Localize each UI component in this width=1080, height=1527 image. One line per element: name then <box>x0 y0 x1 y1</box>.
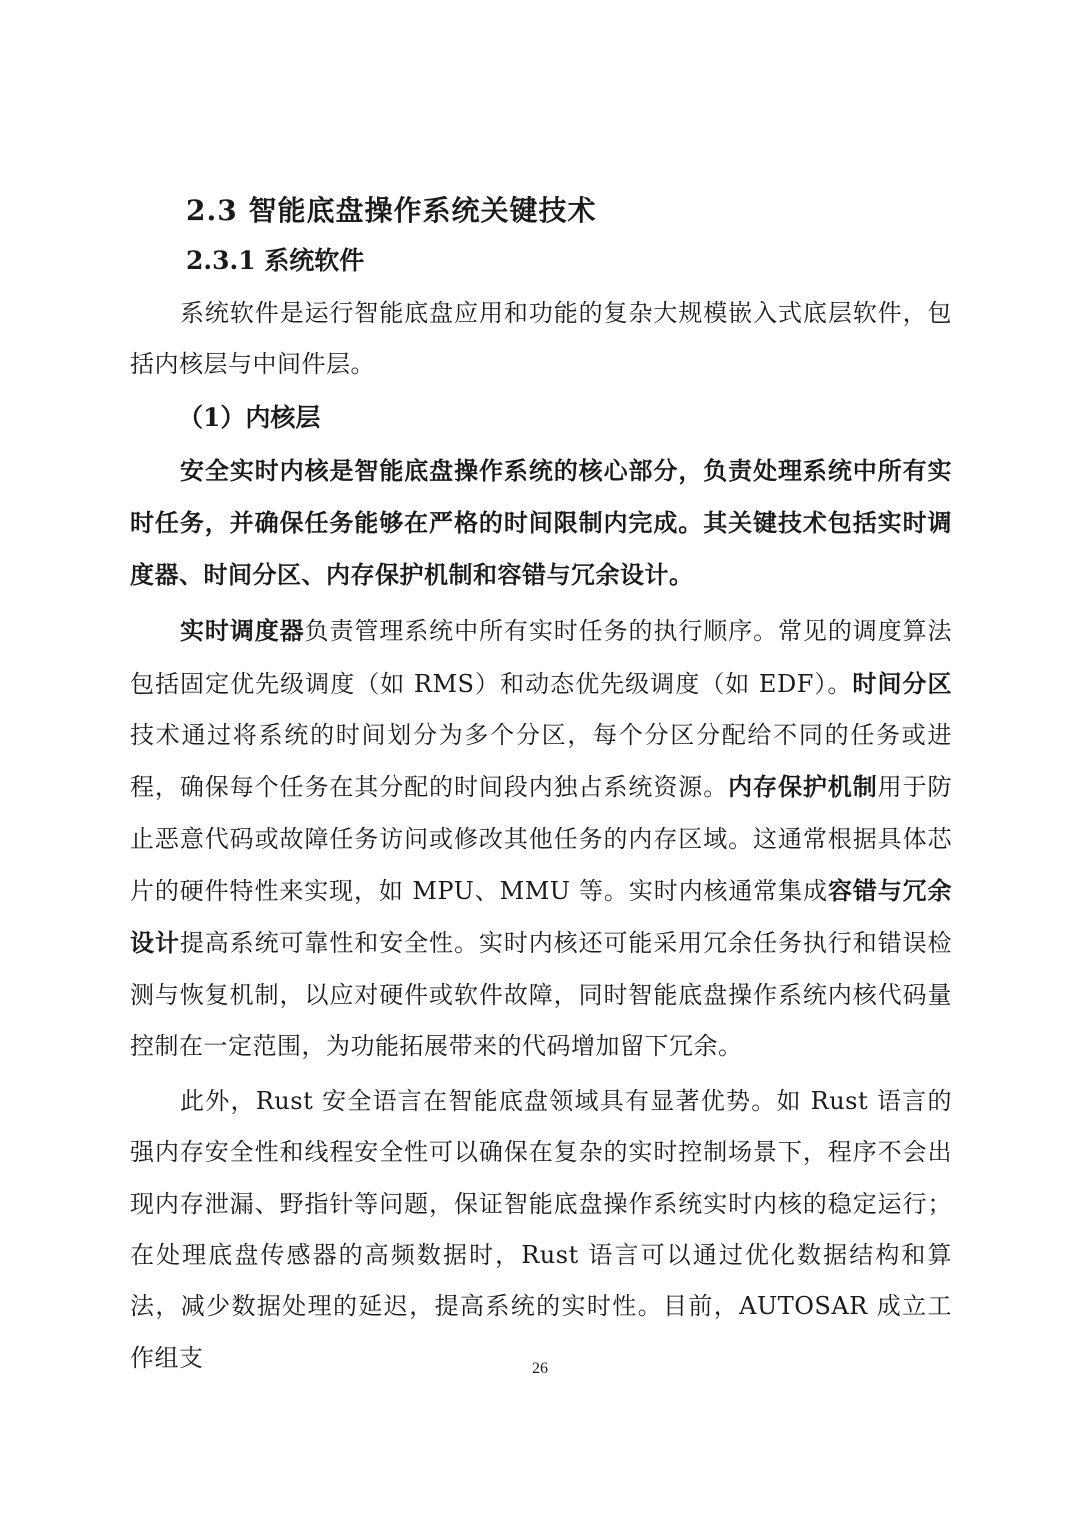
term-scheduler: 实时调度器 <box>180 616 305 646</box>
bold-paragraph-text: 安全实时内核是智能底盘操作系统的核心部分，负责处理系统中所有实时任务，并确保任务能够在严格的时间限制内完成。其关键技术包括实时调度器、时间分区、内存保护机制和容错与冗余设计。 <box>130 455 952 590</box>
memory-protection-text: 用于防止恶意代码或故障任务访问或修改其他任务的内存区域。这通常根据具体芯片的硬件特性来实现，如 MPU、MMU 等。实时内核通常集成 <box>130 773 952 905</box>
subsection-heading: 2.3.1 系统软件 <box>186 246 365 275</box>
fault-tolerance-text: 提高系统可靠性和安全性。实时内核还可能采用冗余任务执行和错误检测与恢复机制，以应对硬件或软件故障，同时智能底盘操作系统内核代码量控制在一定范围，为功能拓展带来的代码增加留下冗余。 <box>130 929 952 1060</box>
section-heading: 2.3 智能底盘操作系统关键技术 <box>186 194 597 227</box>
page-content <box>130 186 952 1388</box>
bold-paragraph <box>130 445 952 602</box>
time-partition-text: 技术通过将系统的时间划分为多个分区，每个分区分配给不同的任务或进程，确保每个任务在其分配的时间段内独占系统资源。 <box>130 721 952 802</box>
term-memory-protection: 内存保护机制 <box>728 772 878 802</box>
rust-paragraph: 此外，Rust 安全语言在智能底盘领域具有显著优势。如 Rust 语言的强内存安全性和线程安全性可以确保在复杂的实时控制场景下，程序不会出现内存泄漏、野指针等问题，保证智能底盘操作系统实时内核的稳定运行；在处理底盘传感器的高频数据时，Rust 语言可以通过优化数据结构和算法，减少数据处理的延迟，提高系统的实时性。目前，AUTOSAR 成立工作组支 <box>130 1087 952 1372</box>
scheduler-text: 负责管理系统中所有实时任务的执行顺序。常见的调度算法包括固定优先级调度（如 RMS）和动态优先级调度（如 EDF）。 <box>130 617 953 698</box>
item-heading: （1）内核层 <box>178 402 321 432</box>
term-time-partition: 时间分区 <box>852 668 952 698</box>
term-fault-tolerance: 容错与冗余设计 <box>130 875 952 958</box>
page-number: 26 <box>532 1360 548 1377</box>
intro-paragraph: 系统软件是运行智能底盘应用和功能的复杂大规模嵌入式底层软件，包括内核层与中间件层。 <box>130 299 952 379</box>
scheduler-paragraph <box>130 605 952 1072</box>
